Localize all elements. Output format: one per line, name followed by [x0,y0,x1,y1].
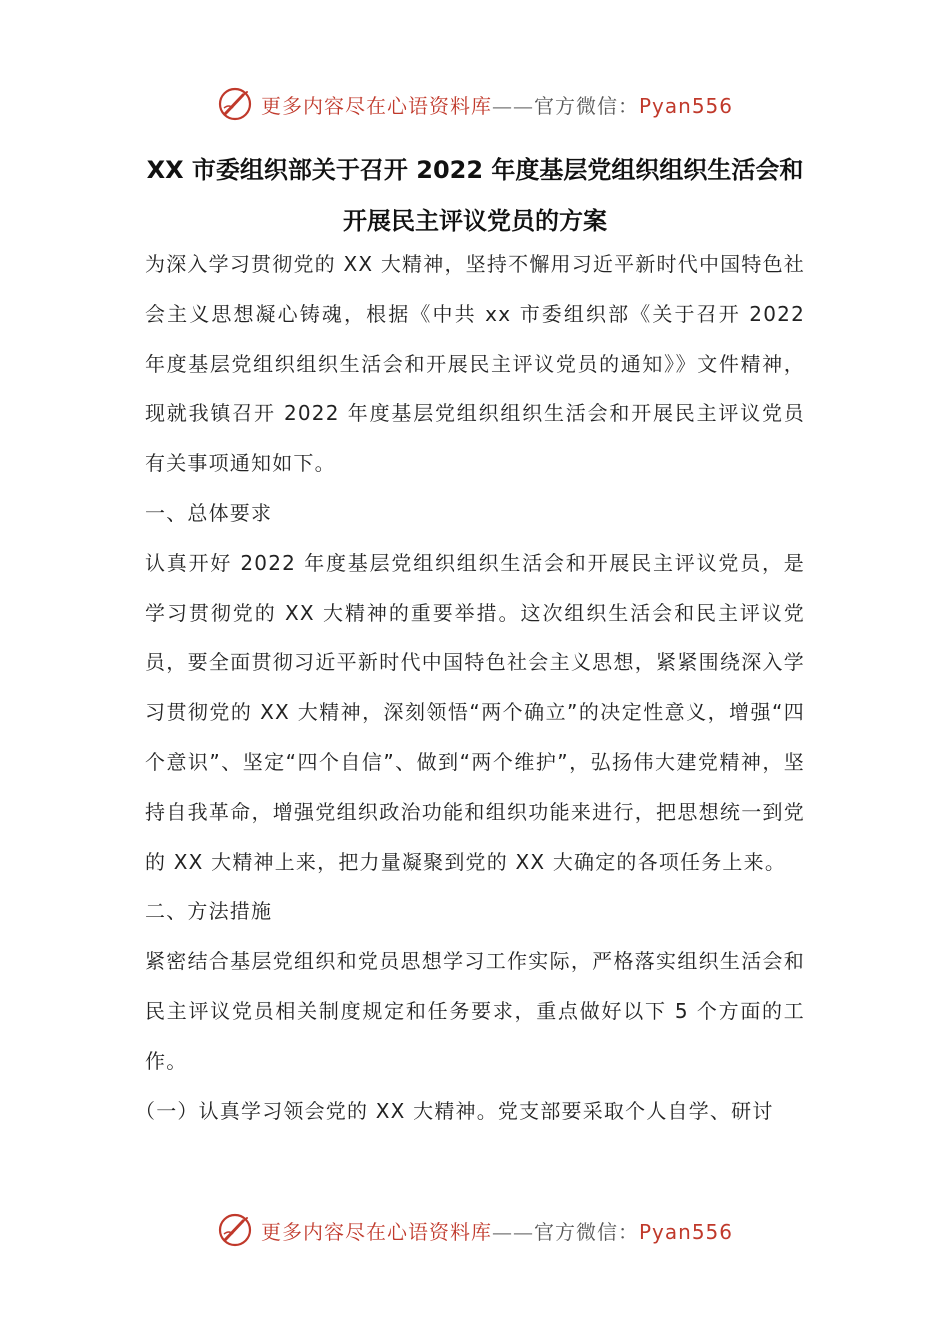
watermark-sub-text: 官方微信： [533,93,639,118]
section-heading-methods: 二、方法措施 [145,899,273,924]
section2-paragraph: 紧密结合基层党组织和党员思想学习工作实际，严格落实组织生活会和民主评议党员相关制度规定和任务要求，重点做好以下 5 个方面的工作。 [145,949,805,1073]
watermark-header [0,84,950,124]
watermark-dash: —— [491,93,534,118]
watermark-wechat-id: Pyan556 [638,1219,733,1244]
watermark-main-text: 更多内容尽在心语资料库 [260,1219,492,1244]
watermark-text [261,90,733,119]
item1-paragraph: （一）认真学习领会党的 XX 大精神。党支部要采取个人自学、研讨 [135,1098,774,1123]
section1-paragraph: 认真开好 2022 年度基层党组织组织生活会和开展民主评议党员，是学习贯彻党的 XX 大精神的重要举措。这次组织生活会和民主评议党员，要全面贯彻习近平新时代中国特色社会主义思想，紧紧围绕深入学习贯彻党的 XX 大精神，深刻领悟“两个确立”的决定性意义，增强“四个意识”、坚定“四个自信”、做到“两个维护”，弘扬伟大建党精神，坚持自我革命，增强党组织政治功能和组织功能来进行，把思想统一到党的 XX 大精神上来，把力量凝聚到党的 XX 大确定的各项任务上来。 [145,550,805,874]
section-heading-general-requirements: 一、总体要求 [145,500,273,525]
watermark-wechat-id: Pyan556 [638,93,733,118]
intro-paragraph: 为深入学习贯彻党的 XX 大精神，坚持不懈用习近平新时代中国特色社会主义思想凝心铸魂，根据《中共 xx 市委组织部《关于召开 2022 年度基层党组织组织生活会和开展民主评议党员的通知》》文件精神，现就我镇召开 2022 年度基层党组织组织生活会和开展民主评议党员有关事项通知如下。 [145,252,805,476]
document-title-line2: 开展民主评议党员的方案 [343,207,607,235]
pen-logo-icon [217,1212,253,1248]
pen-logo-icon [217,86,253,122]
watermark-footer [0,1210,950,1250]
watermark-text [261,1216,733,1245]
watermark-sub-text: 官方微信： [533,1219,639,1244]
document-body [135,240,805,1136]
document-title-line1: XX 市委组织部关于召开 2022 年度基层党组织组织生活会和 [146,156,804,184]
watermark-main-text: 更多内容尽在心语资料库 [260,93,492,118]
watermark-dash: —— [491,1219,534,1244]
